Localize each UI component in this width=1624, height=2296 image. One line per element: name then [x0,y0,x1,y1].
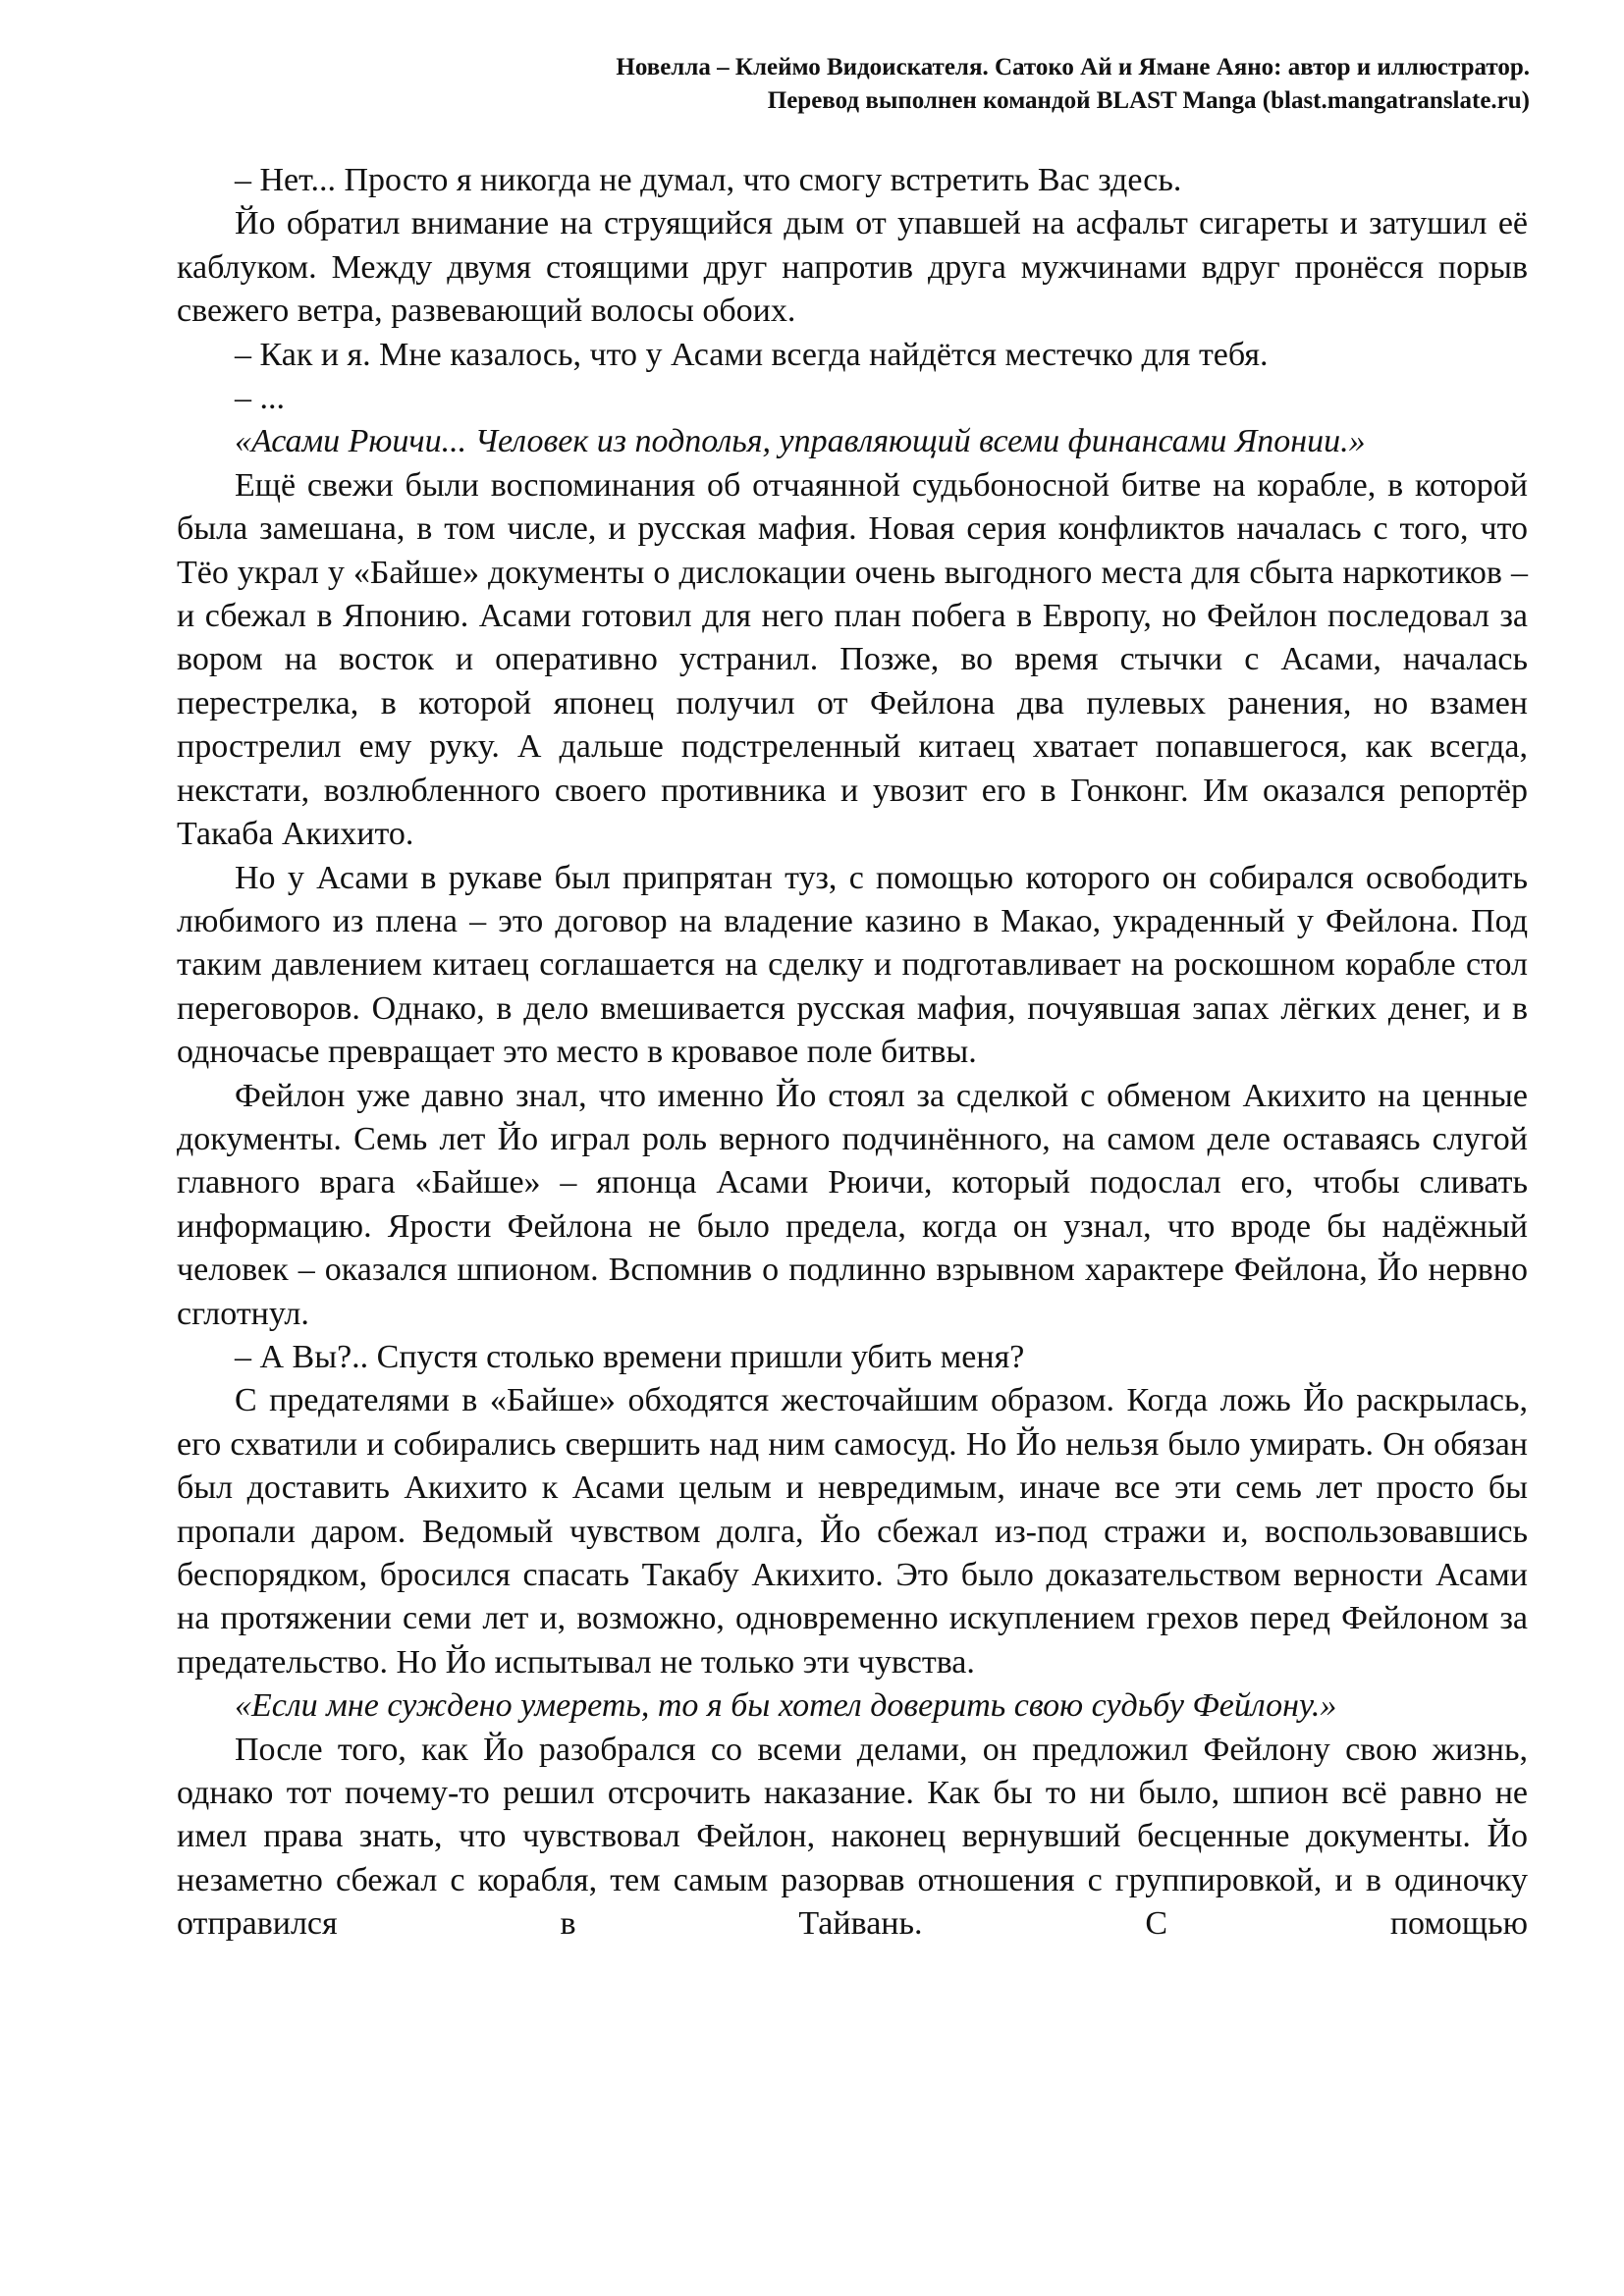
paragraph: Йо обратил внимание на струящийся дым от упавшей на асфальт сигареты и затушил её каблуком. Между двумя стоящими друг напротив друга мужчинами вдруг пронёсся порыв свежего ветра, развевающий волосы обоих. [177,205,1528,330]
paragraph: Фейлон уже давно знал, что именно Йо стоял за сделкой с обменом Акихито на ценные документы. Семь лет Йо играл роль верного подчинённого, на самом деле оставаясь слугой главного врага «Байше» – японца Асами Рюичи, который подослал его, чтобы сливать информацию. Ярости Фейлона не было предела, когда он узнал, что вроде бы надёжный человек – оказался шпионом. Вспомнив о подлинно взрывном характере Фейлона, Йо нервно сглотнул. [177,1077,1528,1332]
body-text [177,159,1528,1947]
paragraph: – Как и я. Мне казалось, что у Асами всегда найдётся местечко для тебя. [235,336,1269,373]
paragraph: – А Вы?.. Спустя столько времени пришли убить меня? [235,1338,1025,1375]
paragraph: – Нет... Просто я никогда не думал, что смогу встретить Вас здесь. [235,162,1182,198]
header-line-1: Новелла – Клеймо Видоискателя. Сатоко Ай и Ямане Аяно: автор и иллюстратор. [616,54,1530,80]
paragraph: – ... [235,380,285,417]
header-line-2: Перевод выполнен командой BLAST Manga (blast.mangatranslate.ru) [767,87,1530,114]
paragraph: «Асами Рюичи... Человек из подполья, управляющий всеми финансами Японии.» [235,423,1366,460]
paragraph: Ещё свежи были воспоминания об отчаянной судьбоносной битве на корабле, в которой была замешана, в том числе, и русская мафия. Новая серия конфликтов началась с того, что Тёо украл у «Байше» документы о дислокации очень выгодного места для сбыта наркотиков – и сбежал в Японию. Асами готовил для него план побега в Европу, но Фейлон последовал за вором на восток и оперативно устранил. Позже, во время стычки с Асами, началась перестрелка, в которой японец получил от Фейлона два пулевых ранения, но взамен прострелил ему руку. А дальше подстреленный китаец хватает попавшегося, как всегда, некстати, возлюбленного своего противника и увозит его в Гонконг. Им оказался репортёр Такаба Акихито. [177,466,1528,853]
paragraph: После того, как Йо разобрался со всеми делами, он предложил Фейлону свою жизнь, однако тот почему-то решил отсрочить наказание. Как бы то ни было, шпион всё равно не имел права знать, что чувствовал Фейлон, наконец вернувший бесценные документы. Йо незаметно сбежал с корабля, тем самым разорвав отношения с группировкой, и в одиночку отправился в Тайвань. С помощью [177,1731,1528,1943]
paragraph: «Если мне суждено умереть, то я бы хотел доверить свою судьбу Фейлону.» [235,1687,1337,1725]
page-header [177,51,1530,118]
paragraph: С предателями в «Байше» обходятся жесточайшим образом. Когда ложь Йо раскрылась, его схватили и собирались свершить над ним самосуд. Но Йо нельзя было умирать. Он обязан был доставить Акихито к Асами целым и невредимым, иначе все эти семь лет просто бы пропали даром. Ведомый чувством долга, Йо сбежал из-под стражи и, воспользовавшись беспорядком, бросился спасать Такабу Акихито. Это было доказательством верности Асами на протяжении семи лет и, возможно, одновременно искуплением грехов перед Фейлоном за предательство. Но Йо испытывал не только эти чувства. [177,1382,1528,1681]
paragraph: Но у Асами в рукаве был припрятан туз, с помощью которого он собирался освободить любимого из плена – это договор на владение казино в Макао, украденный у Фейлона. Под таким давлением китаец соглашается на сделку и подготавливает на роскошном корабле стол переговоров. Однако, в дело вмешивается русская мафия, почуявшая запах лёгких денег, и в одночасье превращает это место в кровавое поле битвы. [177,859,1528,1071]
